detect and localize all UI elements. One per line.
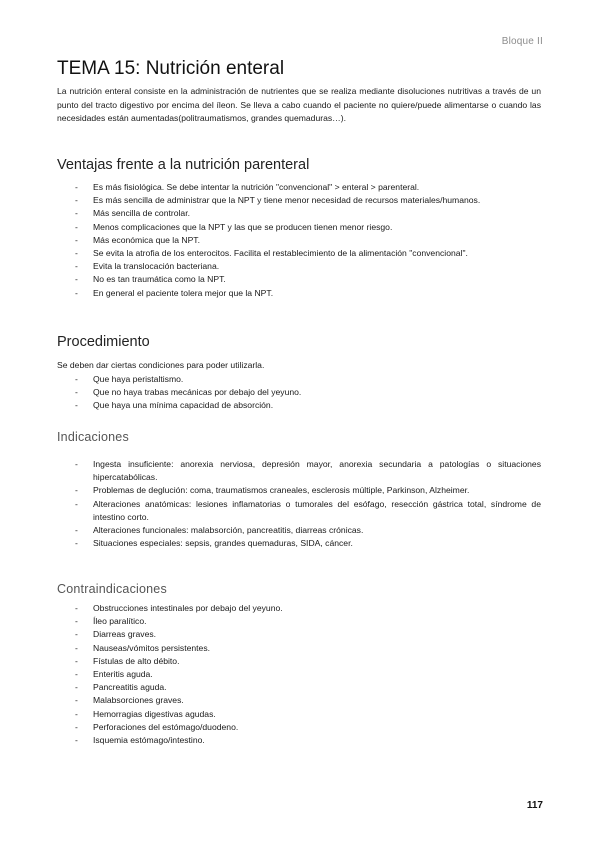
dash-bullet: - [75, 274, 78, 285]
list-item [57, 498, 541, 524]
list-item [57, 207, 541, 220]
list-item-text: Que no haya trabas mecánicas por debajo del yeyuno. [93, 387, 302, 398]
ventajas-list [57, 181, 541, 300]
list-item-text: Se evita la atrofia de los enterocitos. Facilita el restablecimiento de la alimentación "convencional". [93, 248, 468, 259]
dash-bullet: - [75, 387, 78, 398]
dash-bullet: - [75, 642, 78, 653]
dash-bullet: - [75, 525, 78, 536]
list-item [57, 524, 541, 537]
list-item [57, 708, 541, 721]
indicaciones-list [57, 458, 541, 550]
list-item-text: Obstrucciones intestinales por debajo del yeyuno. [93, 603, 283, 613]
list-item-text: Pancreatitis aguda. [93, 682, 167, 693]
page-number: 117 [526, 800, 543, 811]
list-item-text: Íleo paralítico. [93, 616, 147, 627]
indicaciones-heading: Indicaciones [57, 430, 129, 444]
page-title: TEMA 15: Nutrición enteral [57, 58, 285, 79]
procedimiento-list [57, 373, 541, 413]
dash-bullet: - [75, 629, 78, 640]
list-item [57, 484, 541, 497]
list-item [57, 602, 541, 615]
list-item-text: Evita la translocación bacteriana. [93, 261, 220, 272]
dash-bullet: - [75, 682, 78, 693]
contraindicaciones-heading: Contraindicaciones [57, 582, 167, 596]
list-item [57, 458, 541, 484]
procedimiento-intro: Se deben dar ciertas condiciones para poder utilizarla. [57, 360, 265, 370]
ventajas-heading: Ventajas frente a la nutrición parenteral [57, 157, 310, 173]
list-item-text: En general el paciente tolera mejor que la NPT. [93, 287, 274, 298]
list-item [57, 668, 541, 681]
list-item-text: Menos complicaciones que la NPT y las que se producen tienen menor riesgo. [93, 221, 393, 232]
dash-bullet: - [75, 195, 78, 206]
contraindicaciones-list [57, 602, 541, 747]
list-item [57, 734, 541, 747]
dash-bullet: - [75, 498, 78, 509]
dash-bullet: - [75, 708, 78, 719]
dash-bullet: - [75, 603, 78, 613]
list-item [57, 628, 541, 641]
list-item [57, 386, 541, 399]
list-item [57, 181, 541, 194]
list-item-text: Más sencilla de controlar. [93, 208, 190, 219]
list-item-text: Nauseas/vómitos persistentes. [93, 642, 211, 653]
dash-bullet: - [75, 208, 78, 219]
dash-bullet: - [75, 655, 78, 666]
list-item-text: Isquemia estómago/intestino. [93, 735, 205, 746]
dash-bullet: - [75, 695, 78, 706]
procedimiento-heading: Procedimiento [57, 334, 150, 350]
list-item-text: Perforaciones del estómago/duodeno. [93, 721, 239, 732]
list-item [57, 615, 541, 628]
dash-bullet: - [75, 538, 78, 549]
dash-bullet: - [75, 735, 78, 746]
list-item-text: Es más fisiológica. Se debe intentar la nutrición "convencional" > enteral > parenteral. [93, 182, 420, 192]
list-item-text: Situaciones especiales: sepsis, grandes quemaduras, SIDA, cáncer. [93, 538, 353, 549]
list-item-text: Más económica que la NPT. [93, 234, 200, 245]
list-item-text: Que haya una mínima capacidad de absorción. [93, 400, 274, 411]
list-item-text: Que haya peristaltismo. [93, 374, 184, 384]
dash-bullet: - [75, 616, 78, 627]
list-item [57, 260, 541, 273]
list-item [57, 721, 541, 734]
list-item [57, 681, 541, 694]
list-item-text: Fístulas de alto débito. [93, 655, 180, 666]
dash-bullet: - [75, 485, 78, 496]
list-item [57, 655, 541, 668]
dash-bullet: - [75, 721, 78, 732]
list-item [57, 273, 541, 286]
dash-bullet: - [75, 221, 78, 232]
list-item [57, 234, 541, 247]
list-item-text: Problemas de deglución: coma, traumatismos craneales, esclerosis múltiple, Parkinson, Alzheimer. [93, 485, 470, 496]
running-header: Bloque II [501, 36, 543, 47]
list-item-text: Hemorragias digestivas agudas. [93, 708, 216, 719]
list-item-text: Es más sencilla de administrar que la NPT y tiene menor necesidad de recursos materiales/humanos. [93, 195, 481, 206]
dash-bullet: - [75, 261, 78, 272]
list-item-text: Alteraciones funcionales: malabsorción, pancreatitis, diarreas crónicas. [93, 525, 364, 536]
dash-bullet: - [75, 669, 78, 680]
dash-bullet: - [75, 182, 78, 192]
dash-bullet: - [75, 374, 78, 384]
list-item [57, 194, 541, 207]
dash-bullet: - [75, 400, 78, 411]
dash-bullet: - [75, 459, 78, 469]
list-item [57, 694, 541, 707]
list-item [57, 287, 541, 300]
dash-bullet: - [75, 248, 78, 259]
list-item-text: Malabsorciones graves. [93, 695, 184, 706]
dash-bullet: - [75, 287, 78, 298]
intro-paragraph: La nutrición enteral consiste en la administración de nutrientes que se realiza mediante disoluciones nutritivas a través de un punto del tracto digestivo por encima del íleon. Se lleva a cabo cuando el paciente no quiere/puede alimentarse o cuando las necesidades están aumentadas(politraumatismos, grandes quemaduras…). [57, 86, 541, 124]
list-item-text: No es tan traumática como la NPT. [93, 274, 226, 285]
dash-bullet: - [75, 234, 78, 245]
list-item [57, 399, 541, 412]
list-item-text: Ingesta insuficiente: anorexia nerviosa, depresión mayor, anorexia secundaria a patologías o situaciones hipercatabólicas. [93, 459, 541, 483]
list-item [57, 373, 541, 386]
list-item [57, 247, 541, 260]
list-item-text: Diarreas graves. [93, 629, 157, 640]
list-item-text: Alteraciones anatómicas: lesiones inflamatorias o tumorales del esófago, resección gástrica total, síndrome de intestino corto. [93, 498, 541, 522]
list-item [57, 221, 541, 234]
list-item [57, 537, 541, 550]
list-item [57, 642, 541, 655]
list-item-text: Enteritis aguda. [93, 669, 153, 680]
